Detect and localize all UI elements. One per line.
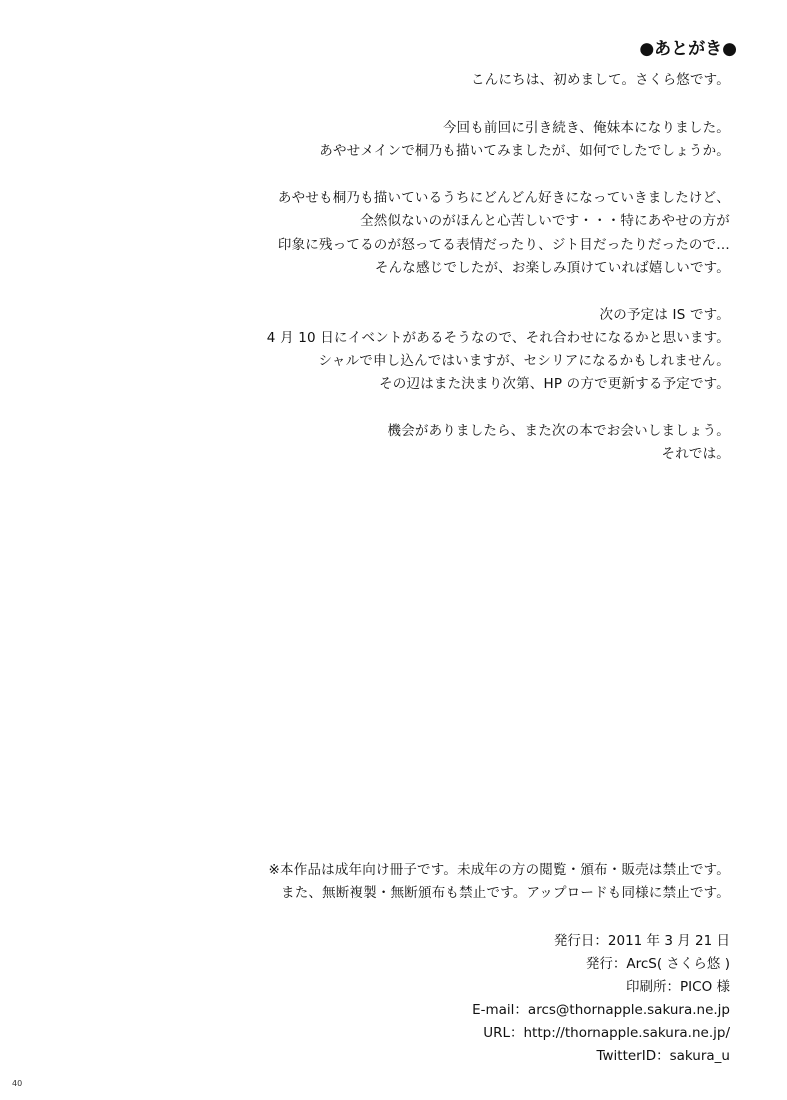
afterword-line: そんな感じでしたが、お楽しみ頂けていれば嬉しいです。 [374,260,730,276]
notice-line: ※本作品は成年向け冊子です。未成年の方の閲覧・頒布・販売は禁止です。 [268,862,730,878]
afterword-line: 今回も前回に引き続き、俺妹本になりました。 [442,120,730,136]
afterword-line: シャルで申し込んではいますが、セシリアになるかもしれません。 [318,353,730,369]
afterword-line: 印象に残ってるのが怒ってる表情だったり、ジト目だったりだったので… [277,237,730,253]
afterword-line: 4 月 10 日にイベントがあるそうなので、それ合わせになるかと思います。 [266,330,730,346]
notice-line: また、無断複製・無断頒布も禁止です。アップロードも同様に禁止です。 [281,885,730,901]
afterword-line: あやせも桐乃も描いているうちにどんどん好きになっていきましたけど、 [277,190,730,206]
afterword-line: こんにちは、初めまして。さくら悠です。 [471,72,730,88]
colophon-publisher: 発行：ArcS( さくら悠 ) [585,956,730,972]
colophon-printer: 印刷所：PICO 様 [626,979,730,995]
colophon-url: URL：http://thornapple.sakura.ne.jp/ [483,1025,730,1041]
afterword-line: その辺はまた決まり次第、HP の方で更新する予定です。 [379,376,730,392]
afterword-line: 次の予定は IS です。 [599,307,730,323]
colophon-date: 発行日：2011 年 3 月 21 日 [553,933,730,949]
afterword-line: 機会がありましたら、また次の本でお会いしましょう。 [387,423,730,439]
colophon-twitter: TwitterID：sakura_u [596,1048,730,1064]
afterword-line: それでは。 [661,446,730,462]
colophon-email: E-mail：arcs@thornapple.sakura.ne.jp [472,1002,730,1018]
afterword-line: あやせメインで桐乃も描いてみましたが、如何でしたでしょうか。 [319,143,730,159]
afterword-heading: ●あとがき● [639,39,737,59]
page-number: 40 [12,1079,23,1088]
afterword-line: 全然似ないのがほんと心苦しいです・・・特にあやせの方が [360,213,730,229]
